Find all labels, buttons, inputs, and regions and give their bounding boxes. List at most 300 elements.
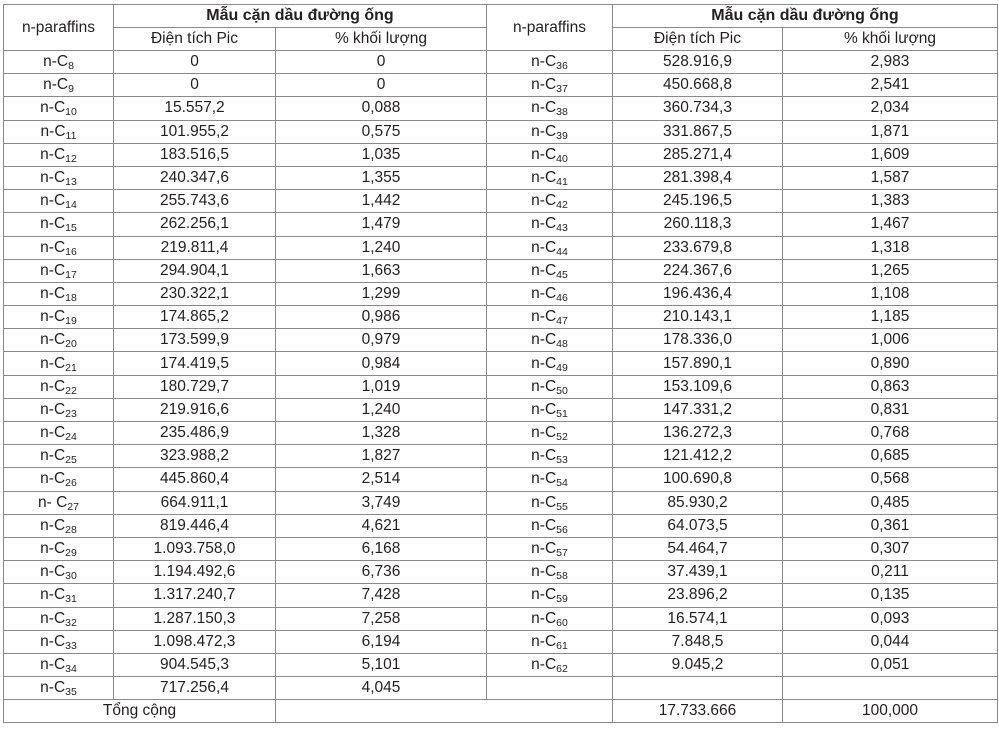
paraffin-name-left <box>4 468 114 491</box>
mass-left: 2,514 <box>276 468 487 491</box>
paraffin-name-left <box>4 282 114 305</box>
paraffin-prefix: n-C <box>40 308 66 326</box>
area-right: 23.896,2 <box>613 584 783 607</box>
paraffin-prefix: n-C <box>40 447 66 465</box>
carbon-number: 27 <box>67 500 79 513</box>
carbon-number: 14 <box>65 199 77 212</box>
carbon-number: 15 <box>65 222 77 235</box>
table-body <box>4 5 998 723</box>
table-row <box>4 213 998 236</box>
area-left: 219.916,6 <box>114 398 276 421</box>
area-right: 260.118,3 <box>613 213 783 236</box>
table-row <box>4 491 998 514</box>
area-left: 904.545,3 <box>114 653 276 676</box>
paraffin-name-left <box>4 630 114 653</box>
paraffin-name-left <box>4 143 114 166</box>
carbon-number: 45 <box>556 268 568 281</box>
paraffin-name-right <box>487 584 613 607</box>
mass-left: 5,101 <box>276 653 487 676</box>
carbon-number: 49 <box>556 361 568 374</box>
mass-left: 1,355 <box>276 166 487 189</box>
paraffin-name-right <box>487 74 613 97</box>
paraffin-prefix: n-C <box>531 470 557 488</box>
table-row <box>4 282 998 305</box>
table-row <box>4 607 998 630</box>
area-right: 281.398,4 <box>613 166 783 189</box>
carbon-number: 12 <box>65 152 77 165</box>
mass-right: 2,541 <box>783 74 998 97</box>
paraffin-prefix: n-C <box>43 76 69 94</box>
table-row <box>4 630 998 653</box>
paraffin-name-right <box>487 468 613 491</box>
paraffin-prefix: n-C <box>531 99 557 117</box>
area-left: 1.098.472,3 <box>114 630 276 653</box>
mass-right: 1,006 <box>783 329 998 352</box>
paraffin-prefix: n-C <box>531 424 557 442</box>
mass-left: 1,299 <box>276 282 487 305</box>
carbon-number: 13 <box>65 176 77 189</box>
mass-right: 0,044 <box>783 630 998 653</box>
mass-left: 1,663 <box>276 259 487 282</box>
paraffin-prefix: n-C <box>531 655 557 673</box>
mass-right: 0,568 <box>783 468 998 491</box>
area-left: 0 <box>114 51 276 74</box>
area-left: 0 <box>114 74 276 97</box>
mass-right: 1,871 <box>783 120 998 143</box>
mass-right <box>783 677 998 700</box>
paraffin-name-left <box>4 236 114 259</box>
carbon-number: 21 <box>65 361 77 374</box>
table-row <box>4 375 998 398</box>
paraffin-name-right <box>487 677 613 700</box>
mass-left: 4,621 <box>276 514 487 537</box>
carbon-number: 61 <box>556 639 568 652</box>
area-right: 285.271,4 <box>613 143 783 166</box>
table-row <box>4 352 998 375</box>
total-label: Tổng cộng <box>4 700 276 723</box>
mass-left: 1,240 <box>276 236 487 259</box>
carbon-number: 51 <box>556 407 568 420</box>
group-title-right: Mẫu cặn dầu đường ống <box>613 5 998 28</box>
table-row <box>4 306 998 329</box>
paraffin-name-right <box>487 236 613 259</box>
area-right: 245.196,5 <box>613 190 783 213</box>
paraffin-name-right <box>487 375 613 398</box>
mass-right: 2,983 <box>783 51 998 74</box>
area-right: 331.867,5 <box>613 120 783 143</box>
paraffin-prefix: n-C <box>40 192 66 210</box>
paraffin-name-right <box>487 190 613 213</box>
mass-left: 1,827 <box>276 445 487 468</box>
area-left: 1.317.240,7 <box>114 584 276 607</box>
paraffin-name-left <box>4 97 114 120</box>
paraffin-prefix: n-C <box>40 261 66 279</box>
paraffin-name-left <box>4 491 114 514</box>
total-empty <box>276 700 613 723</box>
mass-left: 0,575 <box>276 120 487 143</box>
paraffin-prefix: n-C <box>40 516 66 534</box>
paraffin-prefix: n-C <box>531 354 557 372</box>
area-left: 819.446,4 <box>114 514 276 537</box>
paraffin-name-left <box>4 120 114 143</box>
carbon-number: 56 <box>556 523 568 536</box>
carbon-number: 22 <box>65 384 77 397</box>
mass-left: 0 <box>276 74 487 97</box>
paraffin-name-right <box>487 561 613 584</box>
carbon-number: 39 <box>556 129 568 142</box>
table-row <box>4 259 998 282</box>
area-right: 136.272,3 <box>613 422 783 445</box>
table-row <box>4 561 998 584</box>
paraffin-name-left <box>4 190 114 213</box>
mass-left: 7,258 <box>276 607 487 630</box>
paraffin-prefix: n-C <box>40 238 66 256</box>
area-right: 121.412,2 <box>613 445 783 468</box>
paraffin-prefix: n-C <box>531 261 557 279</box>
col-mass-left: % khối lượng <box>276 28 487 51</box>
carbon-number: 52 <box>556 431 568 444</box>
paraffin-prefix: n-C <box>531 400 557 418</box>
carbon-number: 31 <box>65 593 77 606</box>
carbon-number: 38 <box>556 106 568 119</box>
area-right: 153.109,6 <box>613 375 783 398</box>
carbon-number: 18 <box>65 291 77 304</box>
mass-left: 0 <box>276 51 487 74</box>
table-row <box>4 677 998 700</box>
paraffin-prefix: n-C <box>531 215 557 233</box>
paraffin-prefix: n-C <box>40 679 66 697</box>
carbon-number: 11 <box>65 129 77 142</box>
mass-right: 0,890 <box>783 352 998 375</box>
paraffin-name-right <box>487 143 613 166</box>
carbon-number: 24 <box>65 431 77 444</box>
paraffin-name-right <box>487 166 613 189</box>
paraffin-prefix: n-C <box>531 145 557 163</box>
paraffin-prefix: n-C <box>531 563 557 581</box>
paraffin-prefix: n-C <box>531 331 557 349</box>
table-row <box>4 514 998 537</box>
paraffin-name-right <box>487 329 613 352</box>
paraffin-prefix: n-C <box>531 447 557 465</box>
area-left: 664.911,1 <box>114 491 276 514</box>
mass-right: 1,185 <box>783 306 998 329</box>
area-right: 147.331,2 <box>613 398 783 421</box>
mass-left: 1,035 <box>276 143 487 166</box>
table-row <box>4 329 998 352</box>
carbon-number: 43 <box>556 222 568 235</box>
paraffin-name-left <box>4 329 114 352</box>
paraffin-name-right <box>487 213 613 236</box>
table-row <box>4 190 998 213</box>
mass-right: 0,051 <box>783 653 998 676</box>
paraffin-name-right <box>487 514 613 537</box>
paraffin-name-right <box>487 51 613 74</box>
total-row <box>4 700 998 723</box>
np-header-right: n-paraffins <box>487 5 613 51</box>
paraffin-name-left <box>4 166 114 189</box>
paraffin-name-left <box>4 306 114 329</box>
paraffin-prefix: n-C <box>531 192 557 210</box>
paraffin-prefix: n-C <box>40 169 66 187</box>
paraffin-prefix: n-C <box>40 354 66 372</box>
paraffin-name-left <box>4 514 114 537</box>
mass-right: 1,318 <box>783 236 998 259</box>
paraffin-prefix: n-C <box>40 470 66 488</box>
paraffin-prefix: n-C <box>531 632 557 650</box>
paraffin-name-left <box>4 677 114 700</box>
paraffin-prefix: n-C <box>40 563 66 581</box>
paraffin-prefix: n-C <box>531 308 557 326</box>
paraffin-prefix: n-C <box>43 53 69 71</box>
carbon-number: 60 <box>556 616 568 629</box>
mass-left: 1,479 <box>276 213 487 236</box>
area-left: 262.256,1 <box>114 213 276 236</box>
carbon-number: 25 <box>65 454 77 467</box>
mass-left: 7,428 <box>276 584 487 607</box>
mass-right: 1,108 <box>783 282 998 305</box>
area-left: 174.419,5 <box>114 352 276 375</box>
mass-right: 0,211 <box>783 561 998 584</box>
carbon-number: 58 <box>556 570 568 583</box>
area-right: 7.848,5 <box>613 630 783 653</box>
area-left: 294.904,1 <box>114 259 276 282</box>
area-right <box>613 677 783 700</box>
paraffin-name-right <box>487 120 613 143</box>
area-right: 196.436,4 <box>613 282 783 305</box>
paraffin-name-left <box>4 537 114 560</box>
area-left: 255.743,6 <box>114 190 276 213</box>
n-paraffins-table <box>3 4 998 723</box>
carbon-number: 20 <box>65 338 77 351</box>
paraffin-name-right <box>487 306 613 329</box>
area-right: 64.073,5 <box>613 514 783 537</box>
paraffin-prefix: n-C <box>40 586 66 604</box>
area-left: 101.955,2 <box>114 120 276 143</box>
paraffin-name-right <box>487 491 613 514</box>
mass-left: 6,194 <box>276 630 487 653</box>
paraffin-prefix: n-C <box>40 377 66 395</box>
carbon-number: 28 <box>65 523 77 536</box>
carbon-number: 29 <box>65 547 77 560</box>
carbon-number: 19 <box>65 315 77 328</box>
paraffin-name-left <box>4 352 114 375</box>
mass-left: 6,168 <box>276 537 487 560</box>
paraffin-prefix: n-C <box>40 424 66 442</box>
carbon-number: 46 <box>556 291 568 304</box>
total-mass: 100,000 <box>783 700 998 723</box>
area-right: 85.930,2 <box>613 491 783 514</box>
area-right: 157.890,1 <box>613 352 783 375</box>
carbon-number: 47 <box>556 315 568 328</box>
mass-right: 0,863 <box>783 375 998 398</box>
mass-right: 0,831 <box>783 398 998 421</box>
table-row <box>4 143 998 166</box>
carbon-number: 44 <box>556 245 568 258</box>
area-right: 224.367,6 <box>613 259 783 282</box>
area-left: 1.093.758,0 <box>114 537 276 560</box>
paraffin-name-right <box>487 352 613 375</box>
mass-left: 1,328 <box>276 422 487 445</box>
carbon-number: 8 <box>68 60 74 73</box>
area-right: 9.045,2 <box>613 653 783 676</box>
table-row <box>4 422 998 445</box>
area-right: 450.668,8 <box>613 74 783 97</box>
paraffin-prefix: n-C <box>531 53 557 71</box>
mass-right: 1,383 <box>783 190 998 213</box>
paraffin-prefix: n-C <box>531 238 557 256</box>
mass-left: 1,019 <box>276 375 487 398</box>
paraffin-name-right <box>487 653 613 676</box>
header-row-1 <box>4 5 998 28</box>
area-left: 445.860,4 <box>114 468 276 491</box>
area-left: 183.516,5 <box>114 143 276 166</box>
table-row <box>4 445 998 468</box>
paraffin-name-left <box>4 445 114 468</box>
carbon-number: 40 <box>556 152 568 165</box>
paraffin-prefix: n-C <box>40 632 66 650</box>
paraffin-name-right <box>487 445 613 468</box>
carbon-number: 32 <box>65 616 77 629</box>
paraffin-prefix: n-C <box>40 331 66 349</box>
carbon-number: 48 <box>556 338 568 351</box>
paraffin-prefix: n-C <box>531 516 557 534</box>
carbon-number: 9 <box>68 83 74 96</box>
carbon-number: 41 <box>556 176 568 189</box>
mass-right: 1,265 <box>783 259 998 282</box>
paraffin-name-right <box>487 282 613 305</box>
carbon-number: 30 <box>65 570 77 583</box>
carbon-number: 59 <box>556 593 568 606</box>
table-row <box>4 398 998 421</box>
mass-right: 2,034 <box>783 97 998 120</box>
paraffin-name-right <box>487 97 613 120</box>
paraffin-prefix: n-C <box>40 540 66 558</box>
area-left: 1.287.150,3 <box>114 607 276 630</box>
area-left: 174.865,2 <box>114 306 276 329</box>
table-row <box>4 468 998 491</box>
paraffin-prefix: n-C <box>531 493 557 511</box>
paraffin-prefix: n-C <box>40 400 66 418</box>
mass-left: 4,045 <box>276 677 487 700</box>
table-row <box>4 166 998 189</box>
paraffin-name-right <box>487 607 613 630</box>
carbon-number: 33 <box>65 639 77 652</box>
area-left: 1.194.492,6 <box>114 561 276 584</box>
carbon-number: 16 <box>65 245 77 258</box>
mass-left: 0,088 <box>276 97 487 120</box>
paraffin-prefix: n-C <box>531 586 557 604</box>
area-right: 233.679,8 <box>613 236 783 259</box>
area-left: 180.729,7 <box>114 375 276 398</box>
paraffin-name-left <box>4 259 114 282</box>
mass-left: 6,736 <box>276 561 487 584</box>
carbon-number: 54 <box>556 477 568 490</box>
table-row <box>4 537 998 560</box>
col-area-right: Điện tích Pic <box>613 28 783 51</box>
table-row <box>4 584 998 607</box>
np-header-left: n-paraffins <box>4 5 114 51</box>
paraffin-name-left <box>4 653 114 676</box>
paraffin-prefix: n-C <box>531 609 557 627</box>
mass-right: 0,685 <box>783 445 998 468</box>
area-left: 240.347,6 <box>114 166 276 189</box>
paraffin-name-right <box>487 422 613 445</box>
table-row <box>4 236 998 259</box>
area-left: 323.988,2 <box>114 445 276 468</box>
carbon-number: 26 <box>65 477 77 490</box>
mass-right: 1,467 <box>783 213 998 236</box>
table-row <box>4 51 998 74</box>
carbon-number: 42 <box>556 199 568 212</box>
carbon-number: 53 <box>556 454 568 467</box>
paraffin-prefix: n- C <box>38 493 68 511</box>
table-row <box>4 120 998 143</box>
paraffin-name-right <box>487 630 613 653</box>
col-area-left: Điện tích Pic <box>114 28 276 51</box>
mass-left: 0,979 <box>276 329 487 352</box>
group-title-left: Mẫu cặn dầu đường ống <box>114 5 487 28</box>
carbon-number: 17 <box>65 268 77 281</box>
paraffin-prefix: n-C <box>40 145 66 163</box>
mass-right: 1,609 <box>783 143 998 166</box>
area-right: 37.439,1 <box>613 561 783 584</box>
carbon-number: 57 <box>556 547 568 560</box>
paraffin-prefix: n-C <box>531 377 557 395</box>
paraffin-prefix: n-C <box>531 284 557 302</box>
paraffin-name-left <box>4 607 114 630</box>
paraffin-prefix: n-C <box>531 169 557 187</box>
mass-left: 1,240 <box>276 398 487 421</box>
area-left: 230.322,1 <box>114 282 276 305</box>
mass-right: 0,485 <box>783 491 998 514</box>
carbon-number: 10 <box>65 106 77 119</box>
paraffin-prefix: n-C <box>40 215 66 233</box>
paraffin-prefix: n-C <box>40 122 66 140</box>
paraffin-prefix: n-C <box>40 655 66 673</box>
area-right: 178.336,0 <box>613 329 783 352</box>
area-right: 100.690,8 <box>613 468 783 491</box>
paraffin-name-right <box>487 537 613 560</box>
paraffin-name-left <box>4 213 114 236</box>
paraffin-name-left <box>4 375 114 398</box>
carbon-number: 34 <box>65 662 77 675</box>
carbon-number: 55 <box>556 500 568 513</box>
mass-right: 0,135 <box>783 584 998 607</box>
area-right: 528.916,9 <box>613 51 783 74</box>
area-left: 235.486,9 <box>114 422 276 445</box>
mass-right: 0,307 <box>783 537 998 560</box>
area-right: 360.734,3 <box>613 97 783 120</box>
area-right: 54.464,7 <box>613 537 783 560</box>
paraffin-name-left <box>4 74 114 97</box>
area-right: 210.143,1 <box>613 306 783 329</box>
mass-right: 0,361 <box>783 514 998 537</box>
paraffin-prefix: n-C <box>531 76 557 94</box>
table-row <box>4 653 998 676</box>
paraffin-name-left <box>4 561 114 584</box>
mass-left: 0,986 <box>276 306 487 329</box>
total-area: 17.733.666 <box>613 700 783 723</box>
carbon-number: 50 <box>556 384 568 397</box>
paraffin-prefix: n-C <box>531 540 557 558</box>
mass-left: 3,749 <box>276 491 487 514</box>
area-left: 219.811,4 <box>114 236 276 259</box>
paraffin-prefix: n-C <box>40 99 66 117</box>
mass-left: 1,442 <box>276 190 487 213</box>
paraffin-name-left <box>4 398 114 421</box>
table-row <box>4 74 998 97</box>
mass-right: 1,587 <box>783 166 998 189</box>
